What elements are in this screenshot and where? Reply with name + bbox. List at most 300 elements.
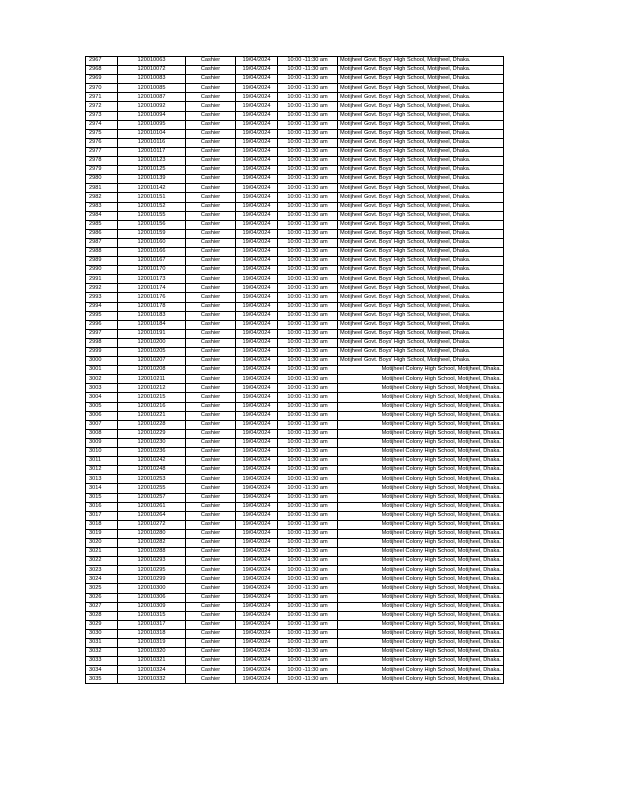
exam-time-cell: 10:00 -11:30 am xyxy=(278,293,338,302)
serial-number-cell: 3015 xyxy=(86,493,118,502)
roll-number-cell: 120010184 xyxy=(118,320,186,329)
post-name-cell: Cashier xyxy=(186,657,236,666)
post-name-cell: Cashier xyxy=(186,348,236,357)
roll-number-cell: 120010257 xyxy=(118,493,186,502)
exam-venue-cell: Motijheel Govt. Boys' High School, Motijheel, Dhaka. xyxy=(338,348,504,357)
post-name-cell: Cashier xyxy=(186,66,236,75)
post-name-cell: Cashier xyxy=(186,311,236,320)
serial-number-cell: 3009 xyxy=(86,438,118,447)
exam-time-cell: 10:00 -11:30 am xyxy=(278,284,338,293)
roll-number-cell: 120010255 xyxy=(118,484,186,493)
roll-number-cell: 120010228 xyxy=(118,420,186,429)
exam-time-cell: 10:00 -11:30 am xyxy=(278,238,338,247)
exam-venue-cell: Motijheel Colony High School, Motijheel, Dhaka. xyxy=(338,629,504,638)
roll-number-cell: 120010229 xyxy=(118,429,186,438)
exam-time-cell: 10:00 -11:30 am xyxy=(278,157,338,166)
post-name-cell: Cashier xyxy=(186,493,236,502)
exam-date-cell: 19/04/2024 xyxy=(236,102,278,111)
exam-date-cell: 19/04/2024 xyxy=(236,639,278,648)
post-name-cell: Cashier xyxy=(186,57,236,66)
exam-time-cell: 10:00 -11:30 am xyxy=(278,357,338,366)
exam-date-cell: 19/04/2024 xyxy=(236,129,278,138)
table-row xyxy=(86,138,504,147)
post-name-cell: Cashier xyxy=(186,193,236,202)
exam-venue-cell: Motijheel Colony High School, Motijheel, Dhaka. xyxy=(338,402,504,411)
exam-date-cell: 19/04/2024 xyxy=(236,448,278,457)
serial-number-cell: 2994 xyxy=(86,302,118,311)
exam-time-cell: 10:00 -11:30 am xyxy=(278,429,338,438)
table-row xyxy=(86,538,504,547)
serial-number-cell: 3000 xyxy=(86,357,118,366)
exam-time-cell: 10:00 -11:30 am xyxy=(278,402,338,411)
serial-number-cell: 3031 xyxy=(86,639,118,648)
roll-number-cell: 120010152 xyxy=(118,202,186,211)
roll-number-cell: 120010300 xyxy=(118,584,186,593)
table-row xyxy=(86,120,504,129)
table-row xyxy=(86,211,504,220)
serial-number-cell: 2992 xyxy=(86,284,118,293)
exam-time-cell: 10:00 -11:30 am xyxy=(278,529,338,538)
exam-time-cell: 10:00 -11:30 am xyxy=(278,466,338,475)
post-name-cell: Cashier xyxy=(186,420,236,429)
exam-time-cell: 10:00 -11:30 am xyxy=(278,266,338,275)
roll-number-cell: 120010216 xyxy=(118,402,186,411)
roll-number-cell: 120010095 xyxy=(118,120,186,129)
exam-venue-cell: Motijheel Colony High School, Motijheel, Dhaka. xyxy=(338,375,504,384)
exam-time-cell: 10:00 -11:30 am xyxy=(278,648,338,657)
exam-venue-cell: Motijheel Govt. Boys' High School, Motijheel, Dhaka. xyxy=(338,247,504,256)
serial-number-cell: 3021 xyxy=(86,548,118,557)
serial-number-cell: 3018 xyxy=(86,520,118,529)
roll-number-cell: 120010167 xyxy=(118,257,186,266)
exam-venue-cell: Motijheel Colony High School, Motijheel, Dhaka. xyxy=(338,448,504,457)
roll-number-cell: 120010306 xyxy=(118,593,186,602)
post-name-cell: Cashier xyxy=(186,448,236,457)
exam-time-cell: 10:00 -11:30 am xyxy=(278,120,338,129)
roll-number-cell: 120010139 xyxy=(118,175,186,184)
post-name-cell: Cashier xyxy=(186,229,236,238)
serial-number-cell: 2985 xyxy=(86,220,118,229)
exam-date-cell: 19/04/2024 xyxy=(236,57,278,66)
table-row xyxy=(86,557,504,566)
exam-time-cell: 10:00 -11:30 am xyxy=(278,111,338,120)
exam-date-cell: 19/04/2024 xyxy=(236,84,278,93)
exam-date-cell: 19/04/2024 xyxy=(236,184,278,193)
exam-venue-cell: Motijheel Govt. Boys' High School, Motijheel, Dhaka. xyxy=(338,320,504,329)
post-name-cell: Cashier xyxy=(186,402,236,411)
exam-venue-cell: Motijheel Colony High School, Motijheel, Dhaka. xyxy=(338,548,504,557)
table-row xyxy=(86,457,504,466)
exam-venue-cell: Motijheel Govt. Boys' High School, Motijheel, Dhaka. xyxy=(338,138,504,147)
exam-time-cell: 10:00 -11:30 am xyxy=(278,338,338,347)
roll-number-cell: 120010299 xyxy=(118,575,186,584)
roll-number-cell: 120010321 xyxy=(118,657,186,666)
serial-number-cell: 3014 xyxy=(86,484,118,493)
table-row xyxy=(86,320,504,329)
serial-number-cell: 3007 xyxy=(86,420,118,429)
post-name-cell: Cashier xyxy=(186,602,236,611)
table-row xyxy=(86,75,504,84)
exam-date-cell: 19/04/2024 xyxy=(236,602,278,611)
exam-time-cell: 10:00 -11:30 am xyxy=(278,384,338,393)
post-name-cell: Cashier xyxy=(186,384,236,393)
roll-number-cell: 120010295 xyxy=(118,566,186,575)
exam-date-cell: 19/04/2024 xyxy=(236,266,278,275)
exam-date-cell: 19/04/2024 xyxy=(236,284,278,293)
exam-date-cell: 19/04/2024 xyxy=(236,457,278,466)
table-row xyxy=(86,575,504,584)
exam-time-cell: 10:00 -11:30 am xyxy=(278,66,338,75)
exam-time-cell: 10:00 -11:30 am xyxy=(278,448,338,457)
roll-number-cell: 120010116 xyxy=(118,138,186,147)
exam-time-cell: 10:00 -11:30 am xyxy=(278,202,338,211)
exam-date-cell: 19/04/2024 xyxy=(236,538,278,547)
roll-number-cell: 120010183 xyxy=(118,311,186,320)
exam-time-cell: 10:00 -11:30 am xyxy=(278,275,338,284)
post-name-cell: Cashier xyxy=(186,675,236,684)
exam-venue-cell: Motijheel Govt. Boys' High School, Motijheel, Dhaka. xyxy=(338,93,504,102)
exam-time-cell: 10:00 -11:30 am xyxy=(278,393,338,402)
exam-time-cell: 10:00 -11:30 am xyxy=(278,475,338,484)
post-name-cell: Cashier xyxy=(186,293,236,302)
post-name-cell: Cashier xyxy=(186,548,236,557)
table-row xyxy=(86,393,504,402)
exam-time-cell: 10:00 -11:30 am xyxy=(278,366,338,375)
exam-date-cell: 19/04/2024 xyxy=(236,438,278,447)
exam-time-cell: 10:00 -11:30 am xyxy=(278,593,338,602)
exam-venue-cell: Motijheel Govt. Boys' High School, Motijheel, Dhaka. xyxy=(338,229,504,238)
exam-date-cell: 19/04/2024 xyxy=(236,193,278,202)
exam-date-cell: 19/04/2024 xyxy=(236,575,278,584)
table-row xyxy=(86,375,504,384)
exam-venue-cell: Motijheel Colony High School, Motijheel, Dhaka. xyxy=(338,675,504,684)
roll-number-cell: 120010242 xyxy=(118,457,186,466)
exam-time-cell: 10:00 -11:30 am xyxy=(278,502,338,511)
exam-time-cell: 10:00 -11:30 am xyxy=(278,229,338,238)
exam-date-cell: 19/04/2024 xyxy=(236,211,278,220)
exam-venue-cell: Motijheel Colony High School, Motijheel, Dhaka. xyxy=(338,611,504,620)
exam-date-cell: 19/04/2024 xyxy=(236,557,278,566)
exam-venue-cell: Motijheel Colony High School, Motijheel, Dhaka. xyxy=(338,411,504,420)
exam-venue-cell: Motijheel Colony High School, Motijheel, Dhaka. xyxy=(338,511,504,520)
post-name-cell: Cashier xyxy=(186,648,236,657)
exam-date-cell: 19/04/2024 xyxy=(236,366,278,375)
post-name-cell: Cashier xyxy=(186,120,236,129)
post-name-cell: Cashier xyxy=(186,593,236,602)
roll-number-cell: 120010087 xyxy=(118,93,186,102)
exam-venue-cell: Motijheel Colony High School, Motijheel, Dhaka. xyxy=(338,493,504,502)
roll-number-cell: 120010261 xyxy=(118,502,186,511)
post-name-cell: Cashier xyxy=(186,457,236,466)
table-row xyxy=(86,66,504,75)
post-name-cell: Cashier xyxy=(186,247,236,256)
exam-date-cell: 19/04/2024 xyxy=(236,648,278,657)
serial-number-cell: 2969 xyxy=(86,75,118,84)
post-name-cell: Cashier xyxy=(186,584,236,593)
exam-date-cell: 19/04/2024 xyxy=(236,620,278,629)
serial-number-cell: 2972 xyxy=(86,102,118,111)
serial-number-cell: 2990 xyxy=(86,266,118,275)
roll-number-cell: 120010280 xyxy=(118,529,186,538)
serial-number-cell: 2991 xyxy=(86,275,118,284)
exam-date-cell: 19/04/2024 xyxy=(236,411,278,420)
table-row xyxy=(86,493,504,502)
post-name-cell: Cashier xyxy=(186,475,236,484)
post-name-cell: Cashier xyxy=(186,502,236,511)
exam-time-cell: 10:00 -11:30 am xyxy=(278,629,338,638)
exam-time-cell: 10:00 -11:30 am xyxy=(278,566,338,575)
exam-venue-cell: Motijheel Colony High School, Motijheel, Dhaka. xyxy=(338,429,504,438)
exam-date-cell: 19/04/2024 xyxy=(236,348,278,357)
exam-time-cell: 10:00 -11:30 am xyxy=(278,220,338,229)
roll-number-cell: 120010288 xyxy=(118,548,186,557)
exam-date-cell: 19/04/2024 xyxy=(236,247,278,256)
exam-date-cell: 19/04/2024 xyxy=(236,320,278,329)
serial-number-cell: 3003 xyxy=(86,384,118,393)
roll-number-cell: 120010063 xyxy=(118,57,186,66)
exam-time-cell: 10:00 -11:30 am xyxy=(278,211,338,220)
exam-venue-cell: Motijheel Colony High School, Motijheel, Dhaka. xyxy=(338,620,504,629)
table-row xyxy=(86,420,504,429)
serial-number-cell: 2979 xyxy=(86,166,118,175)
table-row xyxy=(86,193,504,202)
serial-number-cell: 3013 xyxy=(86,475,118,484)
table-row xyxy=(86,466,504,475)
post-name-cell: Cashier xyxy=(186,202,236,211)
serial-number-cell: 3008 xyxy=(86,429,118,438)
exam-date-cell: 19/04/2024 xyxy=(236,338,278,347)
exam-date-cell: 19/04/2024 xyxy=(236,329,278,338)
serial-number-cell: 2978 xyxy=(86,157,118,166)
exam-date-cell: 19/04/2024 xyxy=(236,293,278,302)
post-name-cell: Cashier xyxy=(186,538,236,547)
exam-time-cell: 10:00 -11:30 am xyxy=(278,57,338,66)
post-name-cell: Cashier xyxy=(186,275,236,284)
post-name-cell: Cashier xyxy=(186,666,236,675)
roll-number-cell: 120010248 xyxy=(118,466,186,475)
post-name-cell: Cashier xyxy=(186,338,236,347)
table-row xyxy=(86,129,504,138)
exam-venue-cell: Motijheel Colony High School, Motijheel, Dhaka. xyxy=(338,438,504,447)
roll-number-cell: 120010125 xyxy=(118,166,186,175)
roll-number-cell: 120010230 xyxy=(118,438,186,447)
table-row xyxy=(86,484,504,493)
post-name-cell: Cashier xyxy=(186,375,236,384)
post-name-cell: Cashier xyxy=(186,266,236,275)
serial-number-cell: 2999 xyxy=(86,348,118,357)
exam-venue-cell: Motijheel Colony High School, Motijheel, Dhaka. xyxy=(338,366,504,375)
roll-number-cell: 120010085 xyxy=(118,84,186,93)
serial-number-cell: 2981 xyxy=(86,184,118,193)
serial-number-cell: 3017 xyxy=(86,511,118,520)
roll-number-cell: 120010151 xyxy=(118,193,186,202)
post-name-cell: Cashier xyxy=(186,575,236,584)
serial-number-cell: 2975 xyxy=(86,129,118,138)
roll-number-cell: 120010166 xyxy=(118,247,186,256)
exam-time-cell: 10:00 -11:30 am xyxy=(278,420,338,429)
exam-venue-cell: Motijheel Colony High School, Motijheel, Dhaka. xyxy=(338,520,504,529)
exam-venue-cell: Motijheel Colony High School, Motijheel, Dhaka. xyxy=(338,529,504,538)
exam-date-cell: 19/04/2024 xyxy=(236,302,278,311)
exam-time-cell: 10:00 -11:30 am xyxy=(278,666,338,675)
exam-venue-cell: Motijheel Colony High School, Motijheel, Dhaka. xyxy=(338,502,504,511)
serial-number-cell: 2973 xyxy=(86,111,118,120)
post-name-cell: Cashier xyxy=(186,147,236,156)
exam-venue-cell: Motijheel Govt. Boys' High School, Motijheel, Dhaka. xyxy=(338,157,504,166)
serial-number-cell: 2974 xyxy=(86,120,118,129)
exam-venue-cell: Motijheel Govt. Boys' High School, Motijheel, Dhaka. xyxy=(338,302,504,311)
exam-time-cell: 10:00 -11:30 am xyxy=(278,257,338,266)
post-name-cell: Cashier xyxy=(186,84,236,93)
exam-venue-cell: Motijheel Govt. Boys' High School, Motijheel, Dhaka. xyxy=(338,84,504,93)
exam-time-cell: 10:00 -11:30 am xyxy=(278,557,338,566)
table-row xyxy=(86,202,504,211)
serial-number-cell: 3029 xyxy=(86,620,118,629)
exam-time-cell: 10:00 -11:30 am xyxy=(278,302,338,311)
exam-time-cell: 10:00 -11:30 am xyxy=(278,675,338,684)
exam-venue-cell: Motijheel Govt. Boys' High School, Motijheel, Dhaka. xyxy=(338,66,504,75)
serial-number-cell: 2984 xyxy=(86,211,118,220)
serial-number-cell: 2987 xyxy=(86,238,118,247)
exam-time-cell: 10:00 -11:30 am xyxy=(278,620,338,629)
serial-number-cell: 3034 xyxy=(86,666,118,675)
post-name-cell: Cashier xyxy=(186,329,236,338)
table-row xyxy=(86,102,504,111)
exam-venue-cell: Motijheel Govt. Boys' High School, Motijheel, Dhaka. xyxy=(338,184,504,193)
serial-number-cell: 3028 xyxy=(86,611,118,620)
table-body xyxy=(86,57,504,684)
serial-number-cell: 3012 xyxy=(86,466,118,475)
exam-venue-cell: Motijheel Colony High School, Motijheel, Dhaka. xyxy=(338,566,504,575)
serial-number-cell: 3005 xyxy=(86,402,118,411)
post-name-cell: Cashier xyxy=(186,529,236,538)
exam-venue-cell: Motijheel Colony High School, Motijheel, Dhaka. xyxy=(338,384,504,393)
exam-time-cell: 10:00 -11:30 am xyxy=(278,329,338,338)
serial-number-cell: 2996 xyxy=(86,320,118,329)
exam-date-cell: 19/04/2024 xyxy=(236,275,278,284)
exam-venue-cell: Motijheel Colony High School, Motijheel, Dhaka. xyxy=(338,393,504,402)
exam-venue-cell: Motijheel Colony High School, Motijheel, Dhaka. xyxy=(338,420,504,429)
exam-time-cell: 10:00 -11:30 am xyxy=(278,93,338,102)
exam-date-cell: 19/04/2024 xyxy=(236,520,278,529)
roll-number-cell: 120010309 xyxy=(118,602,186,611)
roll-number-cell: 120010215 xyxy=(118,393,186,402)
serial-number-cell: 2993 xyxy=(86,293,118,302)
roll-number-cell: 120010094 xyxy=(118,111,186,120)
exam-venue-cell: Motijheel Govt. Boys' High School, Motijheel, Dhaka. xyxy=(338,202,504,211)
exam-time-cell: 10:00 -11:30 am xyxy=(278,147,338,156)
table-row xyxy=(86,157,504,166)
exam-venue-cell: Motijheel Colony High School, Motijheel, Dhaka. xyxy=(338,593,504,602)
exam-time-cell: 10:00 -11:30 am xyxy=(278,538,338,547)
exam-date-cell: 19/04/2024 xyxy=(236,657,278,666)
serial-number-cell: 3030 xyxy=(86,629,118,638)
post-name-cell: Cashier xyxy=(186,429,236,438)
table-row xyxy=(86,266,504,275)
exam-time-cell: 10:00 -11:30 am xyxy=(278,348,338,357)
serial-number-cell: 3002 xyxy=(86,375,118,384)
table-row xyxy=(86,648,504,657)
table-row xyxy=(86,438,504,447)
exam-date-cell: 19/04/2024 xyxy=(236,466,278,475)
exam-time-cell: 10:00 -11:30 am xyxy=(278,184,338,193)
exam-venue-cell: Motijheel Govt. Boys' High School, Motijheel, Dhaka. xyxy=(338,111,504,120)
roll-number-cell: 120010160 xyxy=(118,238,186,247)
table-row xyxy=(86,511,504,520)
table-row xyxy=(86,147,504,156)
roll-number-cell: 120010156 xyxy=(118,220,186,229)
exam-time-cell: 10:00 -11:30 am xyxy=(278,457,338,466)
post-name-cell: Cashier xyxy=(186,238,236,247)
post-name-cell: Cashier xyxy=(186,611,236,620)
roll-number-cell: 120010319 xyxy=(118,639,186,648)
exam-venue-cell: Motijheel Colony High School, Motijheel, Dhaka. xyxy=(338,466,504,475)
table-row xyxy=(86,166,504,175)
exam-date-cell: 19/04/2024 xyxy=(236,166,278,175)
table-row xyxy=(86,448,504,457)
exam-date-cell: 19/04/2024 xyxy=(236,357,278,366)
exam-venue-cell: Motijheel Colony High School, Motijheel, Dhaka. xyxy=(338,639,504,648)
table-row xyxy=(86,57,504,66)
table-row xyxy=(86,275,504,284)
post-name-cell: Cashier xyxy=(186,184,236,193)
post-name-cell: Cashier xyxy=(186,166,236,175)
exam-venue-cell: Motijheel Govt. Boys' High School, Motijheel, Dhaka. xyxy=(338,220,504,229)
post-name-cell: Cashier xyxy=(186,175,236,184)
table-row xyxy=(86,593,504,602)
table-row xyxy=(86,520,504,529)
table-row xyxy=(86,302,504,311)
post-name-cell: Cashier xyxy=(186,393,236,402)
exam-venue-cell: Motijheel Colony High School, Motijheel, Dhaka. xyxy=(338,538,504,547)
post-name-cell: Cashier xyxy=(186,302,236,311)
exam-date-cell: 19/04/2024 xyxy=(236,629,278,638)
serial-number-cell: 2982 xyxy=(86,193,118,202)
exam-time-cell: 10:00 -11:30 am xyxy=(278,84,338,93)
post-name-cell: Cashier xyxy=(186,557,236,566)
roll-number-cell: 120010264 xyxy=(118,511,186,520)
exam-date-cell: 19/04/2024 xyxy=(236,593,278,602)
table-row xyxy=(86,348,504,357)
serial-number-cell: 2986 xyxy=(86,229,118,238)
roll-number-cell: 120010176 xyxy=(118,293,186,302)
exam-venue-cell: Motijheel Govt. Boys' High School, Motijheel, Dhaka. xyxy=(338,129,504,138)
post-name-cell: Cashier xyxy=(186,366,236,375)
exam-time-cell: 10:00 -11:30 am xyxy=(278,639,338,648)
exam-date-cell: 19/04/2024 xyxy=(236,157,278,166)
roll-number-cell: 120010170 xyxy=(118,266,186,275)
table-row xyxy=(86,311,504,320)
roll-number-cell: 120010159 xyxy=(118,229,186,238)
serial-number-cell: 2971 xyxy=(86,93,118,102)
table-row xyxy=(86,93,504,102)
serial-number-cell: 3023 xyxy=(86,566,118,575)
exam-date-cell: 19/04/2024 xyxy=(236,75,278,84)
exam-date-cell: 19/04/2024 xyxy=(236,584,278,593)
post-name-cell: Cashier xyxy=(186,466,236,475)
post-name-cell: Cashier xyxy=(186,138,236,147)
table-row xyxy=(86,566,504,575)
exam-time-cell: 10:00 -11:30 am xyxy=(278,166,338,175)
serial-number-cell: 2998 xyxy=(86,338,118,347)
exam-time-cell: 10:00 -11:30 am xyxy=(278,138,338,147)
post-name-cell: Cashier xyxy=(186,629,236,638)
exam-date-cell: 19/04/2024 xyxy=(236,93,278,102)
serial-number-cell: 3024 xyxy=(86,575,118,584)
exam-venue-cell: Motijheel Colony High School, Motijheel, Dhaka. xyxy=(338,475,504,484)
roll-number-cell: 120010212 xyxy=(118,384,186,393)
serial-number-cell: 3006 xyxy=(86,411,118,420)
